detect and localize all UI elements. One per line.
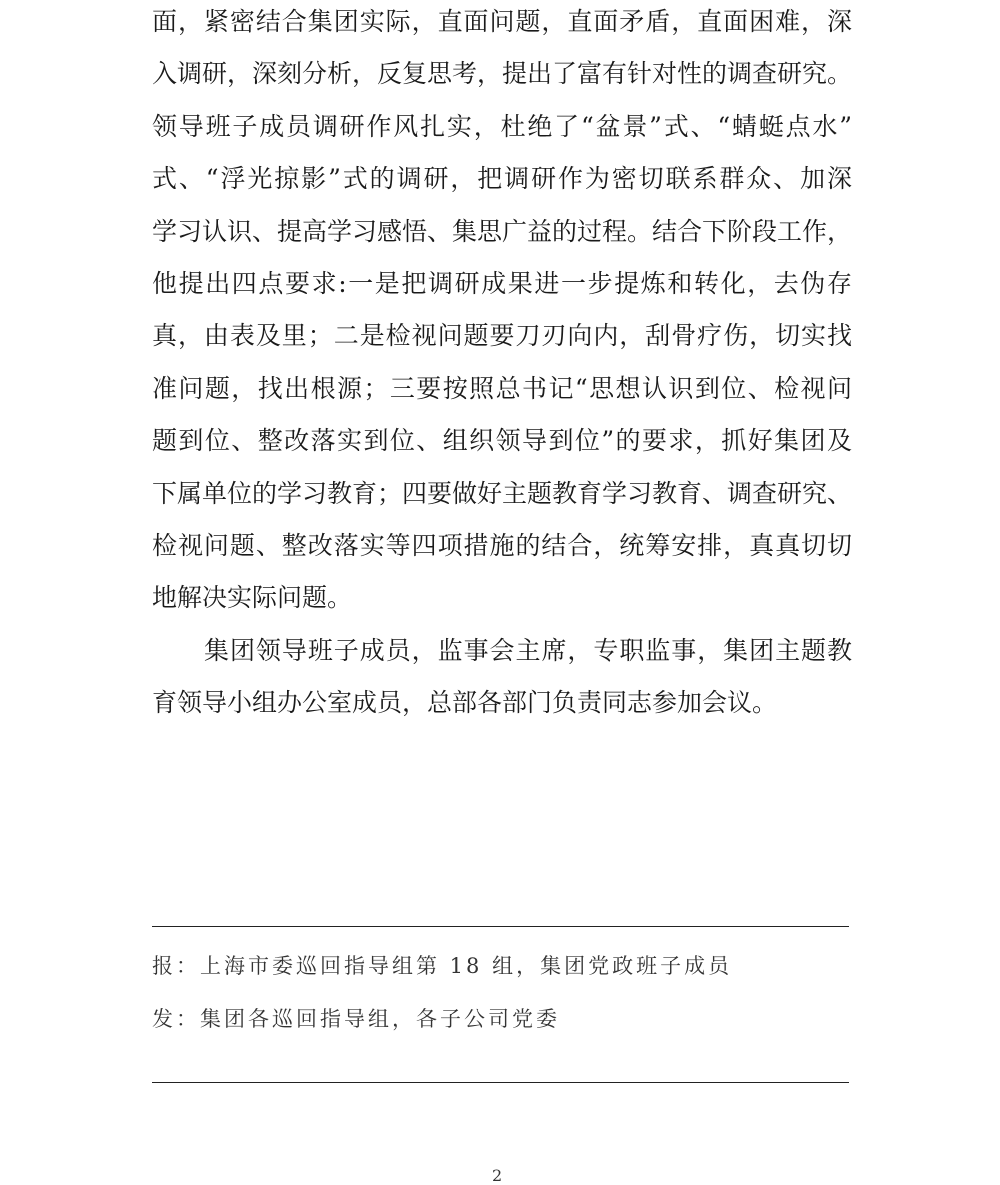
divider-bottom (152, 1082, 849, 1083)
paragraph-line: 式、“浮光掠影”式的调研，把调研作为密切联系群众、加深 (152, 164, 852, 194)
paragraph-line: 地解决实际问题。 (152, 583, 353, 613)
paragraph-line: 题到位、整改落实到位、组织领导到位”的要求，抓好集团及 (152, 426, 852, 456)
send-to-line: 发：集团各巡回指导组，各子公司党委 (152, 1007, 560, 1031)
paragraph-line: 育领导小组办公室成员，总部各部门负责同志参加会议。 (152, 688, 778, 718)
page-number: 2 (492, 1166, 503, 1185)
report-to-line: 报：上海市委巡回指导组第 18 组，集团党政班子成员 (152, 954, 733, 978)
paragraph-line: 面，紧密结合集团实际，直面问题，直面矛盾，直面困难，深 (152, 7, 852, 36)
paragraph-line: 下属单位的学习教育；四要做好主题教育学习教育、调查研究、 (152, 478, 853, 508)
paragraph-line: 检视问题、整改落实等四项措施的结合，统筹安排，真真切切 (152, 530, 852, 560)
paragraph-line: 入调研，深刻分析，反复思考，提出了富有针对性的调查研究。 (152, 59, 853, 89)
paragraph-line: 准问题，找出根源；三要按照总书记“思想认识到位、检视问 (152, 373, 852, 403)
paragraph-line: 领导班子成员调研作风扎实，杜绝了“盆景”式、“蜻蜓点水” (152, 111, 852, 141)
divider-top (152, 926, 849, 927)
paragraph-line: 学习认识、提高学习感悟、集思广益的过程。结合下阶段工作， (152, 216, 853, 246)
paragraph-line: 真，由表及里；二是检视问题要刀刃向内，刮骨疗伤，切实找 (152, 321, 852, 351)
body-text (152, 0, 852, 733)
paragraph-line: 他提出四点要求:一是把调研成果进一步提炼和转化，去伪存 (152, 268, 852, 298)
paragraph-line: 集团领导班子成员，监事会主席，专职监事，集团主题教 (204, 635, 852, 665)
